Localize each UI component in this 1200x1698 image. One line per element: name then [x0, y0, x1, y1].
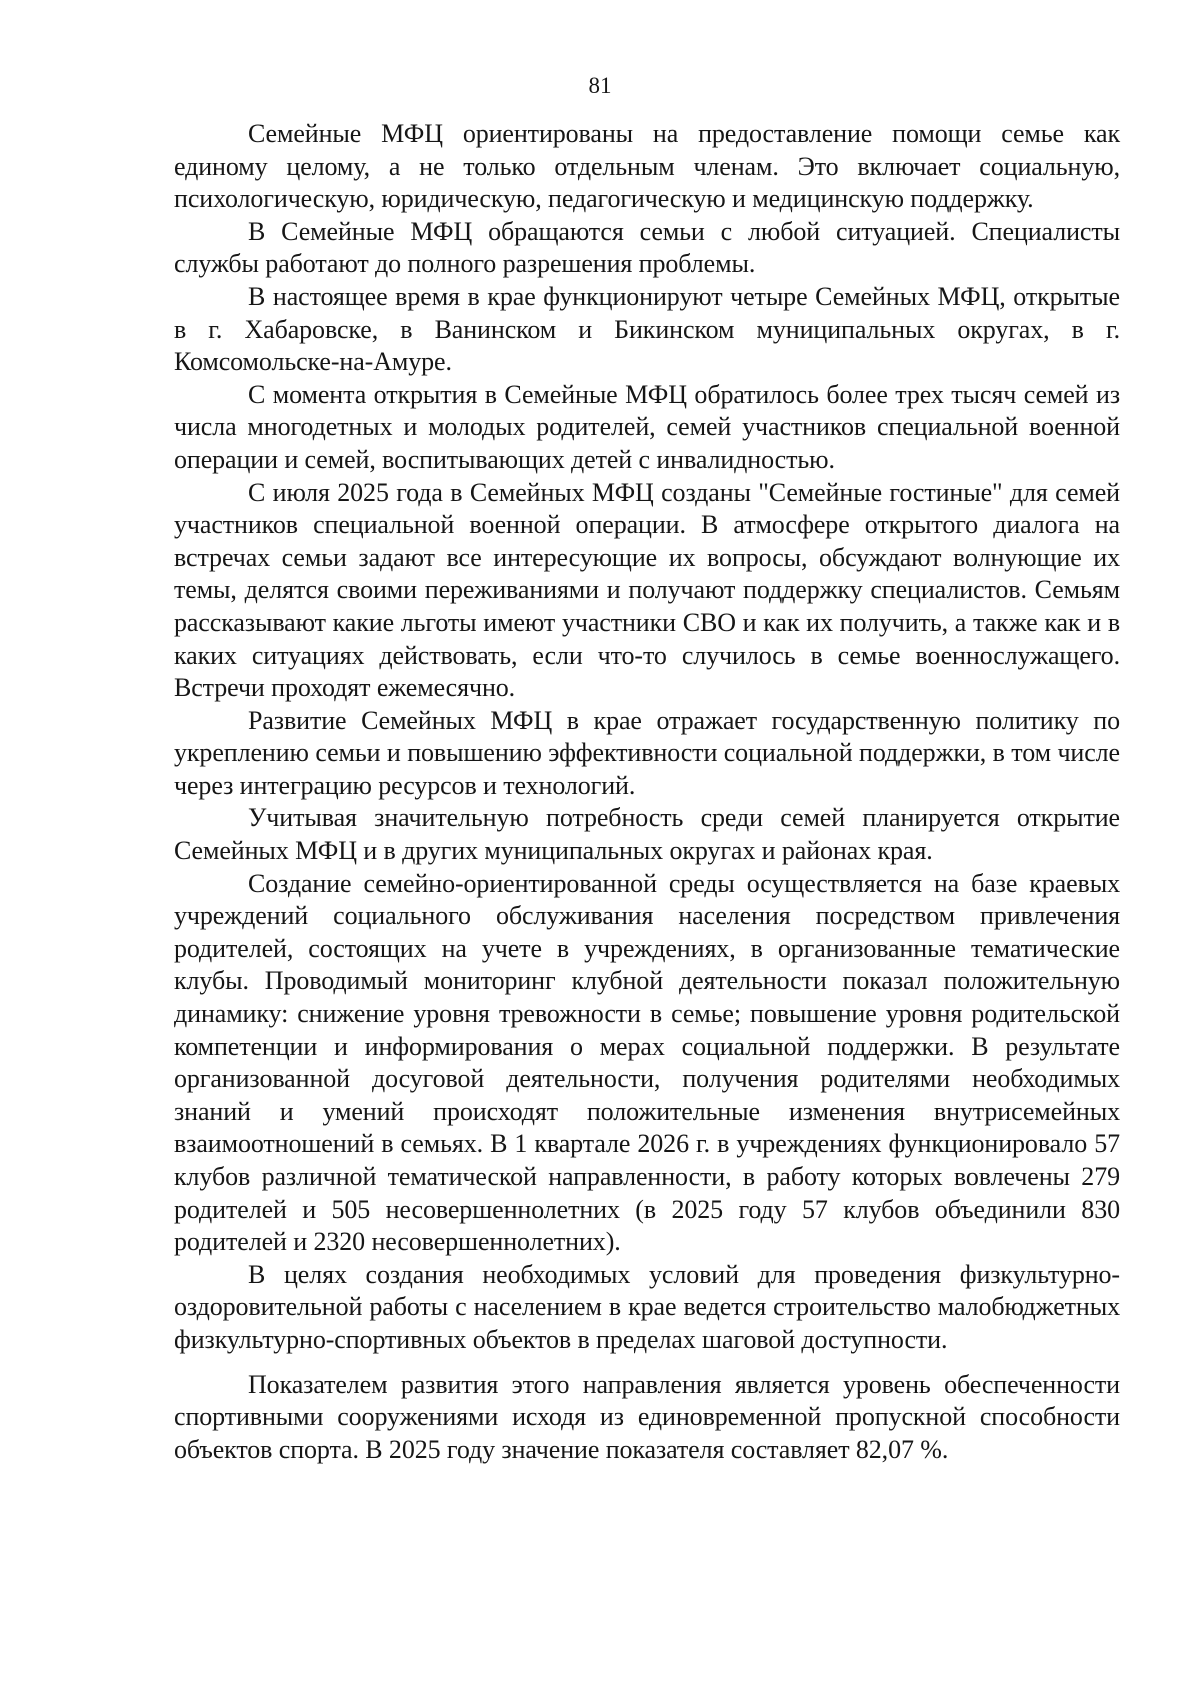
paragraph-state-policy: Развитие Семейных МФЦ в крае отражает государственную политику по укреплению семьи и повышению эффективности социальной поддержки, в том числе через интеграцию ресурсов и технологий.	[174, 705, 1120, 800]
paragraph-family-mfc-appeals: В Семейные МФЦ обращаются семьи с любой ситуацией. Специалисты службы работают до полного разрешения проблемы.	[174, 216, 1120, 279]
body-text	[174, 118, 1120, 1466]
paragraph-family-mfc-visitors: С момента открытия в Семейные МФЦ обратилось более трех тысяч семей из числа многодетных и молодых родителей, семей участников специальной военной операции и семей, воспитывающих детей с инвалидностью.	[174, 379, 1120, 474]
paragraph-family-mfc-purpose: Семейные МФЦ ориентированы на предоставление помощи семье как единому целому, а не только отдельным членам. Это включает социальную, психологическую, юридическую, педагогическую и медицинскую поддержку.	[174, 119, 1120, 214]
paragraph-sports-facilities: В целях создания необходимых условий для проведения физкультурно-оздоровительной работы с населением в крае ведется строительство малобюджетных физкультурно-спортивных объектов в пределах шаговой доступности.	[174, 1259, 1120, 1354]
paragraph-family-mfc-locations: В настоящее время в крае функционируют четыре Семейных МФЦ, открытые в г. Хабаровске, в Ванинском и Бикинском муниципальных округах, в г. Комсомольске-на-Амуре.	[174, 281, 1120, 377]
page-number: 81	[588, 73, 612, 98]
paragraph-sports-indicator: Показателем развития этого направления является уровень обеспеченности спортивными сооружениями исходя из единовременной пропускной способности объектов спорта. В 2025 году значение показателя составляет 82,07 %.	[174, 1369, 1120, 1464]
paragraph-family-lounges: С июля 2025 года в Семейных МФЦ созданы "Семейные гостиные" для семей участников специальной военной операции. В атмосфере открытого диалога на встречах семьи задают все интересующие их вопросы, обсуждают волнующие их темы, делятся своими переживаниями и получают поддержку специалистов. Семьям рассказывают какие льготы имеют участники СВО и как их получить, а также как и в каких ситуациях действовать, если что-то случилось в семье военнослужащего. Встречи проходят ежемесячно.	[174, 477, 1120, 703]
paragraph-new-openings: Учитывая значительную потребность среди семей планируется открытие Семейных МФЦ и в других муниципальных округах и районах края.	[174, 803, 1120, 866]
paragraph-thematic-clubs: Создание семейно-ориентированной среды осуществляется на базе краевых учреждений социального обслуживания населения посредством привлечения родителей, состоящих на учете в учреждениях, в организованные тематические клубы. Проводимый мониторинг клубной деятельности показал положительную динамику: снижение уровня тревожности в семье; повышение уровня родительской компетенции и информирования о мерах социальной поддержки. В результате организованной досуговой деятельности, получения родителями необходимых знаний и умений происходят положительные изменения внутрисемейных взаимоотношений в семьях. В 1 квартале 2026 г. в учреждениях функционировало 57 клубов различной тематической направленности, в работу которых вовлечены 279 родителей и 505 несовершеннолетних (в 2025 году 57 клубов объединили 830 родителей и 2320 несовершеннолетних).	[174, 868, 1120, 1257]
